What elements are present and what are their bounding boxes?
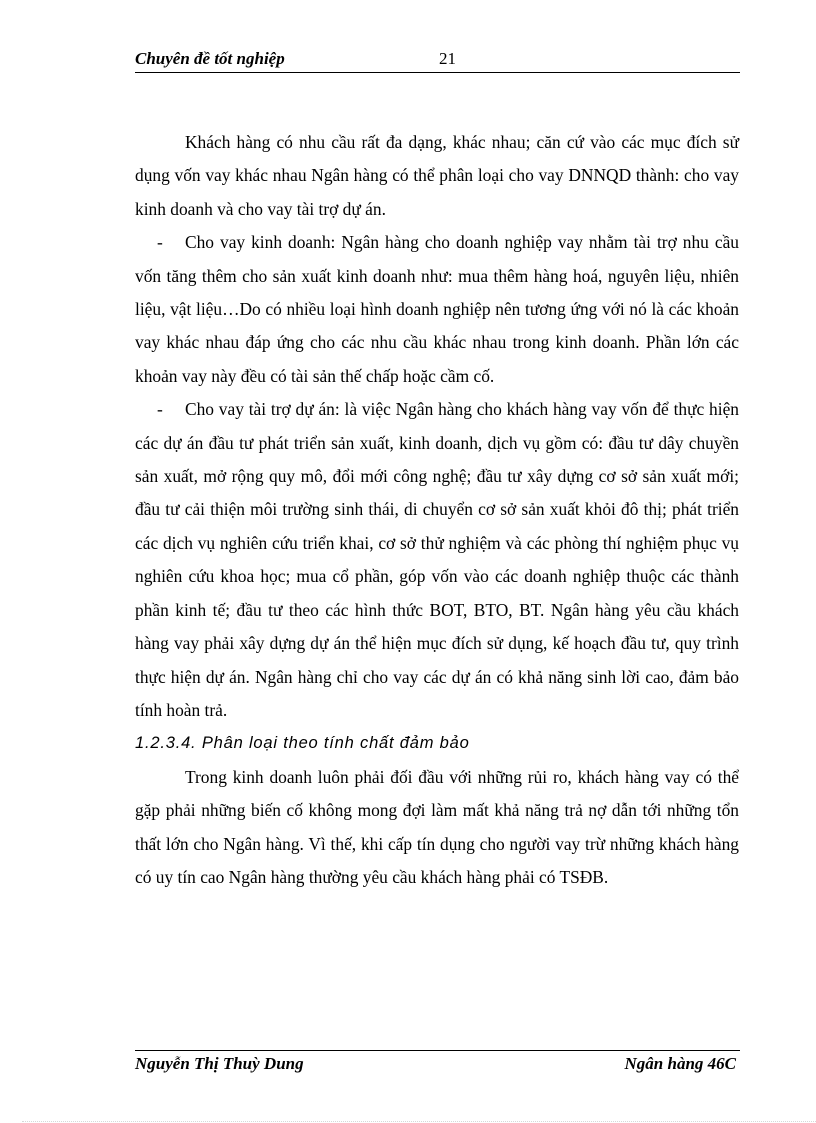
class-name: Ngân hàng 46C — [624, 1054, 736, 1073]
bullet-item-project-loan — [135, 393, 739, 727]
bullet-item-business-loan — [135, 226, 739, 393]
paragraph-intro: Khách hàng có nhu cầu rất đa dạng, khác nhau; căn cứ vào các mục đích sử dụng vốn vay khác nhau Ngân hàng có thể phân loại cho vay DNNQD thành: cho vay kinh doanh và cho vay tài trợ dự án. — [135, 132, 739, 219]
page-header — [135, 48, 740, 73]
page-number: 21 — [439, 49, 456, 68]
bullet-dash: - — [157, 232, 163, 253]
bullet-dash: - — [157, 399, 163, 420]
paragraph-collateral: Trong kinh doanh luôn phải đối đầu với những rủi ro, khách hàng vay có thể gặp phải những biến cố không mong đợi làm mất khả năng trả nợ dẫn tới những tổn thất lớn cho Ngân hàng. Vì thế, khi cấp tín dụng cho người vay trừ những khách hàng có uy tín cao Ngân hàng thường yêu cầu khách hàng phải có TSĐB. — [135, 766, 739, 887]
author-name: Nguyễn Thị Thuỳ Dung — [135, 1054, 304, 1073]
page-bottom-border — [22, 1121, 816, 1122]
page-body — [135, 126, 739, 894]
section-heading: 1.2.3.4. Phân loại theo tính chất đảm bảo — [135, 734, 470, 753]
bullet-text: Cho vay tài trợ dự án: là việc Ngân hàng cho khách hàng vay vốn để thực hiện các dự án đầu tư phát triển sản xuất, kinh doanh, dịch vụ gồm có: đầu tư dây chuyền sản xuất, mở rộng quy mô, đổi mới công nghệ; đầu tư xây dựng cơ sở sản xuất mới; đầu tư cải thiện môi trường sinh thái, di chuyển cơ sở sản xuất khỏi đô thị; phát triển các dịch vụ nghiên cứu triển khai, cơ sở thử nghiệm và các phòng thí nghiệm phục vụ nghiên cứu khoa học; mua cổ phần, góp vốn vào các doanh nghiệp thuộc các thành phần kinh tế; đầu tư theo các hình thức BOT, BTO, BT. Ngân hàng yêu cầu khách hàng vay phải xây dựng dự án thể hiện mục đích sử dụng, kế hoạch đầu tư, quy trình thực hiện dự án. Ngân hàng chỉ cho vay các dự án có khả năng sinh lời cao, đảm bảo tính hoàn trả. — [135, 399, 739, 720]
document-title: Chuyên đề tốt nghiệp — [135, 49, 285, 68]
bullet-text: Cho vay kinh doanh: Ngân hàng cho doanh nghiệp vay nhằm tài trợ nhu cầu vốn tăng thêm cho sản xuất kinh doanh như: mua thêm hàng hoá, nguyên liệu, nhiên liệu, vật liệu…Do có nhiều loại hình doanh nghiệp nên tương ứng với nó là các khoản vay khác nhau đáp ứng cho các nhu cầu khác nhau trong kinh doanh. Phần lớn các khoản vay này đều có tài sản thế chấp hoặc cầm cố. — [135, 232, 739, 386]
page-footer — [135, 1050, 740, 1081]
